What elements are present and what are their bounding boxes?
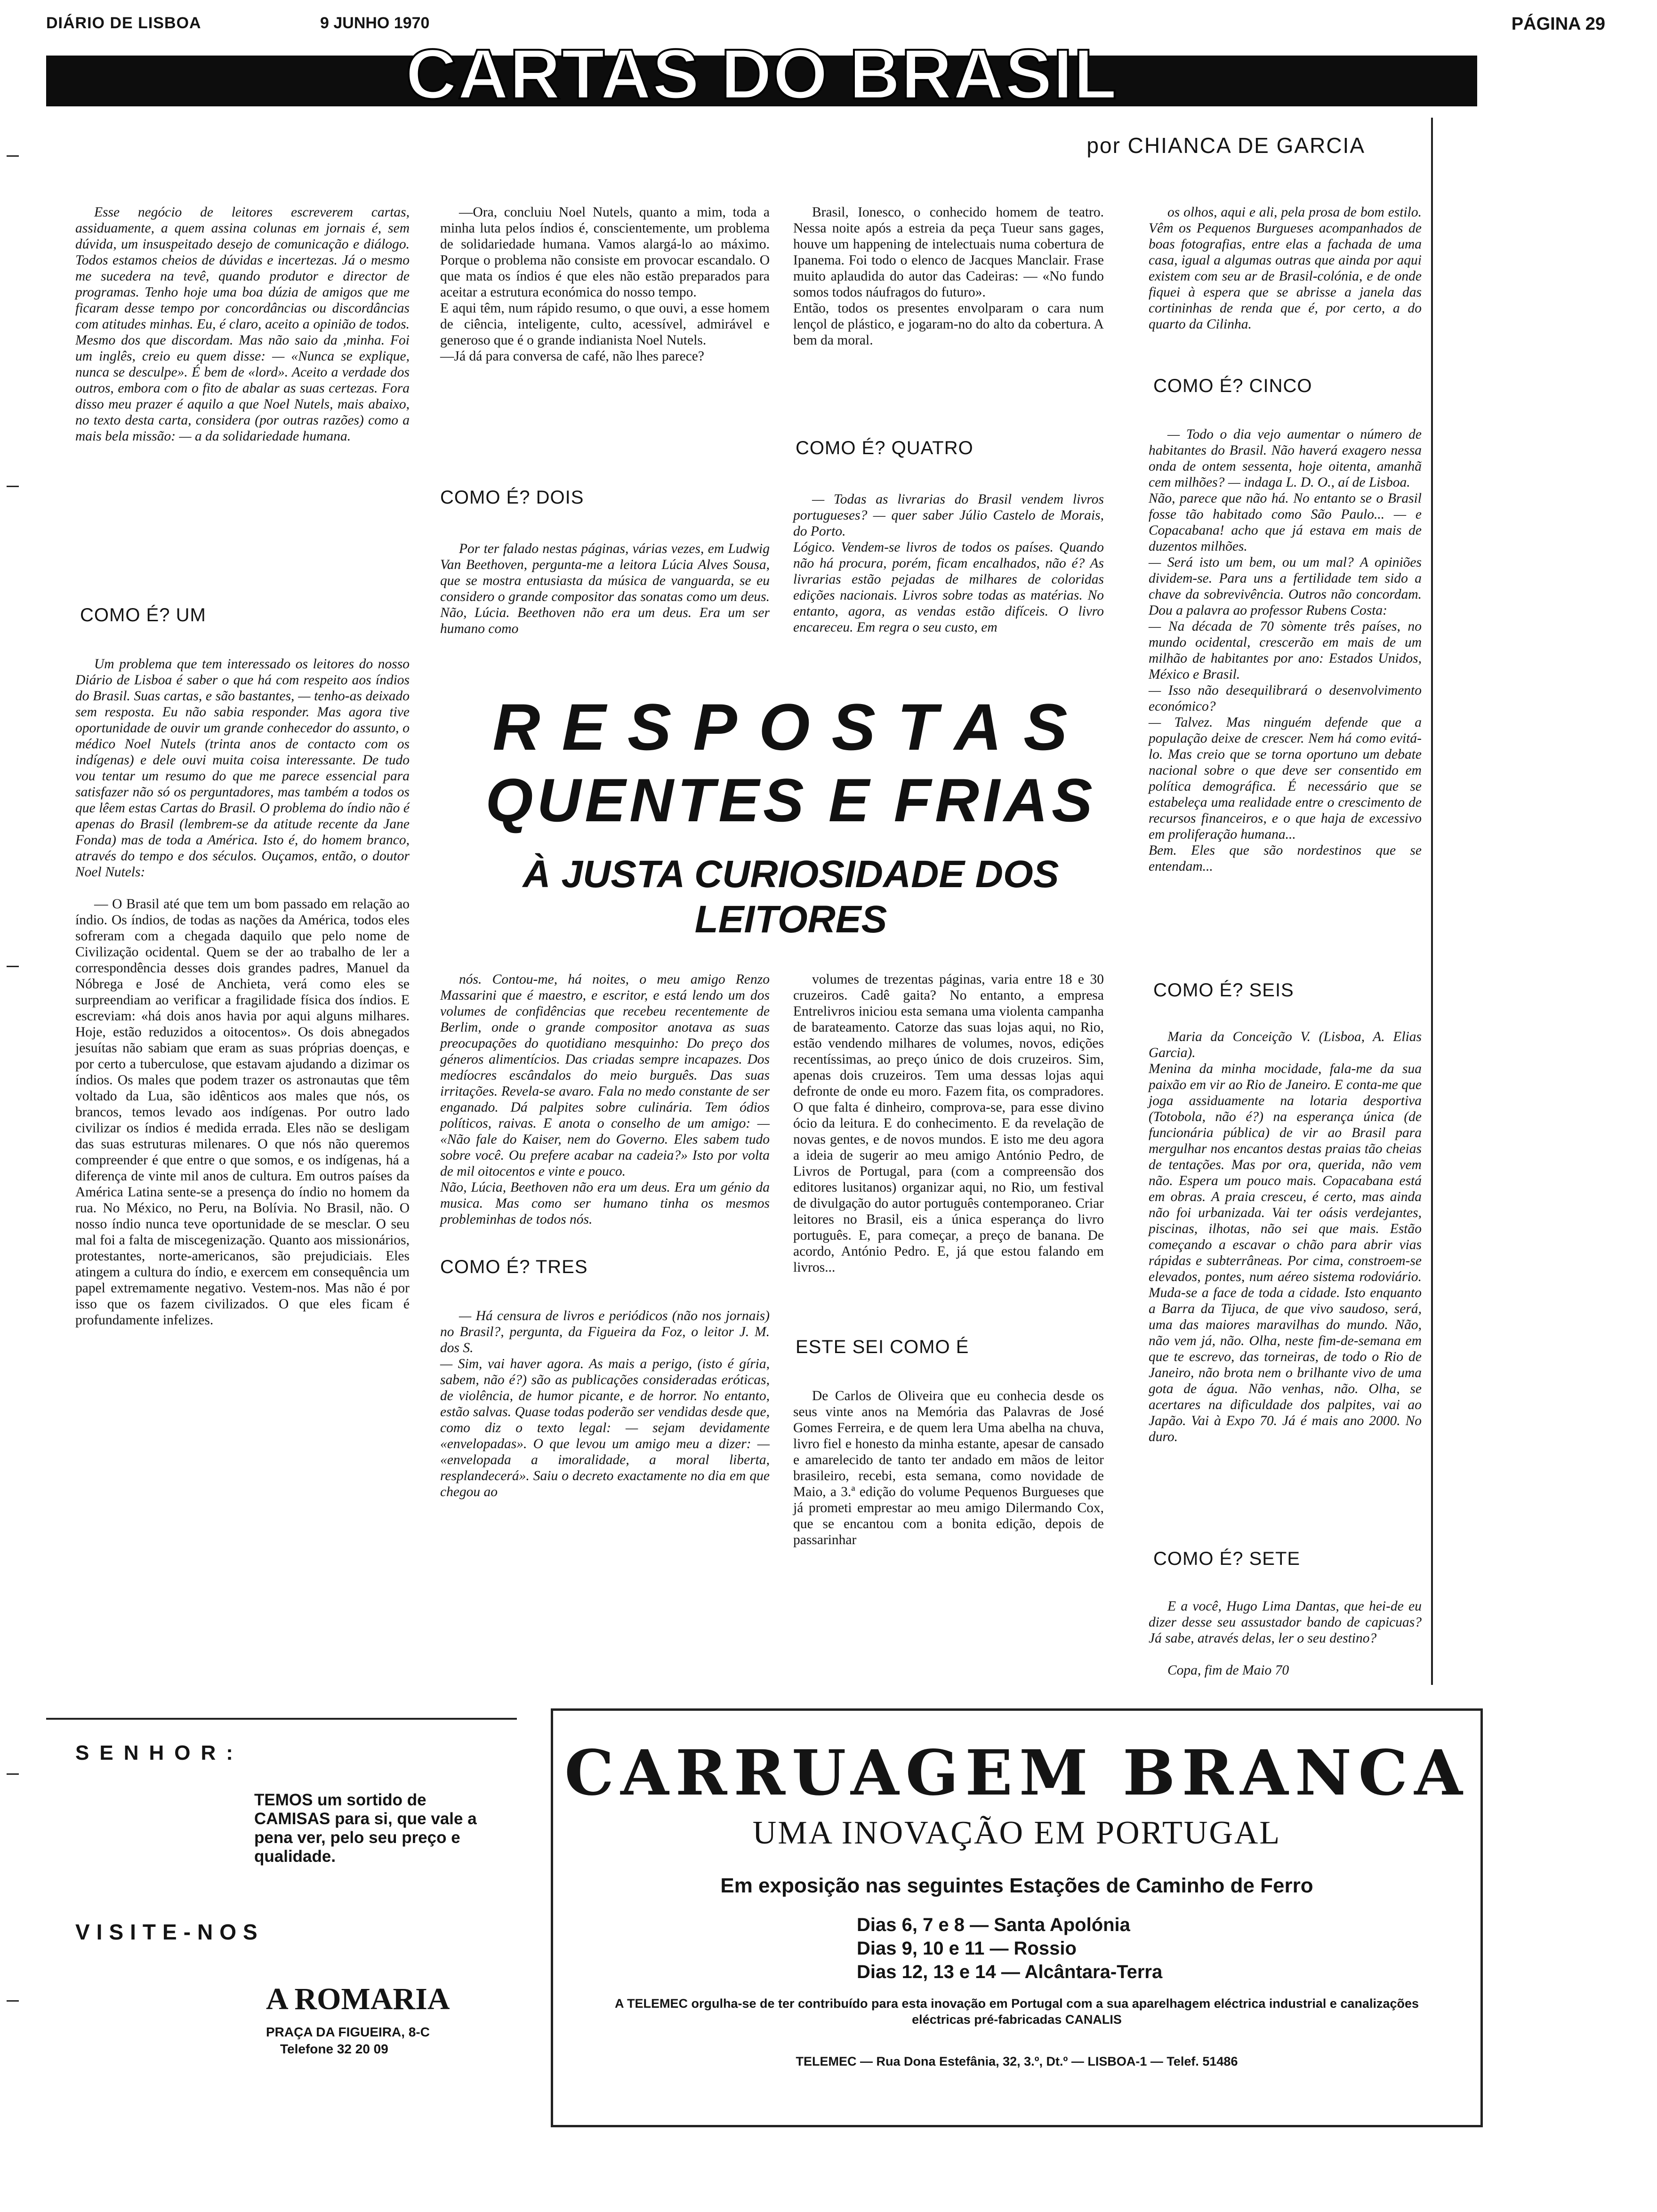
telemec-note: A TELEMEC orgulha-se de ter contribuído para esta inovação em Portugal com a sua aparelhagem eléctrica industrial e canalizações eléctricas pré-fabricadas CANALIS <box>614 1996 1419 2027</box>
ad-camisas-text: TEMOS um sortido de CAMISAS para si, que vale a pena ver, pelo seu preço e qualidade. <box>254 1791 477 1866</box>
section-heading-tres: COMO É? TRES <box>440 1257 588 1277</box>
ad-store-name: A ROMARIA <box>266 1982 450 2016</box>
tres-paragraph: — Há censura de livros e periódicos (não nos jornais) no Brasil?, pergunta, da Figueira da Foz, o leitor J. M. dos S. — Sim, vai haver agora. As mais a perigo, (isto é gíria, sabem, não é?) são as publicações consideradas eróticas, de violência, de humor picante, e de horror. No entanto, estão salvas. Quase todas poderão ser vendidas desde que, como diz o texto legal: — sejam devidamente «envelopadas». O que levou um amigo meu a dizer: — «envelopada a imoralidade, a moral liberta, resplandecerá». Saiu o decreto exactamente no dia em que chegou ao <box>440 1308 770 1499</box>
telemec-address: TELEMEC — Rua Dona Estefânia, 32, 3.º, Dt.º — LISBOA-1 — Telef. 51486 <box>796 2054 1238 2068</box>
carruagem-title: CARRUAGEM BRANCA <box>564 1737 1469 1810</box>
um-paragraph-2: — O Brasil até que tem um bom passado em relação ao índio. Os índios, de todas as nações da América, todos eles sofreram com a chegada daquilo que pelo nome de Civilização ocidental. Quem se der ao trabalho de ler a correspondência desses dois grandes padres, Manuel da Nóbrega e José de Anchieta, verá como eles se surpreendiam ao verificar a fragilidade física dos índios. E escreviam: «há dois anos havia por aqui alguns milhares. Hoje, estão reduzidos a oitocentos». Os dois abnegados jesuítas não sabiam que eram as suas próprias doenças, e por certo a tuberculose, que estavam ajudando a dizimar os índios. Os males que podem trazer os astronautas que têm voltado da Lua, são idênticos aos males que nós, os brancos, temos levado aos indígenas. Por outro lado civilizar os índios é medida errada. Eles não se desligam das suas estruturas milenares. O que nós não queremos compreender é que entre o que somos, e os indígenas, há a diferença de vinte mil anos de cultura. Em outros países da América Latina sente-se a presença do índio no homem da rua. No México, no Peru, na Bolívia. No Brasil, não. O nosso índio nunca teve oportunidade de se mesclar. O seu mal foi a falta de miscegenização. Quanto aos missionários, protestantes, norte-americanos, são prejudiciais. Eles atingem a cultura do índio, e exercem em consequência um papel extremamente negativo. Vestem-nos. Mas não é por isso que os fazem civilizados. O que eles ficam é profundamente infelizes. <box>75 897 410 1328</box>
column-3-lower <box>793 955 1104 1291</box>
lower2-paragraph: nós. Contou-me, há noites, o meu amigo Renzo Massarini que é maestro, e escritor, e está lendo um dos volumes de confidências que recebeu recentemente de Berlim, onde o grande compositor anotava as suas preocupações do quotidiano mesquinho: Do preço dos géneros alimentícios. Das criadas sempre incapazes. Dos medíocres escândalos do meio burguês. Das suas irritações. Revela-se avaro. Fala no medo constante de ser enganado. Dá palpites sobre culinária. Tem ódios políticos, raivas. E anota o conselho de um amigo: — «Não fale do Kaiser, nem do Governo. Eles sabem tudo sobre você. Ou prefere acabar na cadeia?» Isto por volta de mil oitocentos e vinte e pouco. Não, Lúcia, Beethoven não era um deus. Era um génio da musica. Mas como ser humano tinha os mesmos probleminhas de todos nós. <box>440 972 770 1227</box>
column-1-intro <box>75 188 410 460</box>
cinco-paragraph: — Todo o dia vejo aumentar o número de habitantes do Brasil. Não haverá exagero nessa onda de ontem sessenta, hoje oitenta, amanhã cem milhões? — indaga L. D. O., aí de Lisboa. Não, parece que não há. No entanto se o Brasil fosse tão habitado como São Paulo... — e Copacabana! acho que já estava em mais de duzentos milhões. — Será isto um bem, ou um mal? A opiniões dividem-se. Para uns a fertilidade tem sido a chave da sobrevivência. Outros não concordam. Dou a palavra ao professor Rubens Costa: — Na década de 70 sòmente três países, no mundo ocidental, crescerão em mais de um milhão de habitantes por ano: Estados Unidos, México e Brasil. — Isso não desequilibrará o desenvolvimento económico? — Talvez. Mas ninguém defende que a população deixe de crescer. Nem há como evitá-lo. Mas creio que se torna oportuno um debate nacional sobre o que deve ser consentido em política demográfica. É necessário que se estabeleça uma realidade entre o crescimento de recursos financeiros, e o que haja de excessivo em proliferação humana... Bem. Eles que são nordestinos que se entendam... <box>1149 427 1422 874</box>
date-line: Dias 6, 7 e 8 — Santa Apolónia <box>857 1915 1130 1935</box>
column-3-quatro <box>793 475 1104 651</box>
page-title: CARTAS DO BRASIL <box>405 34 1118 113</box>
um-paragraph: Um problema que tem interessado os leitores do nosso Diário de Lisboa é saber o que há com respeito aos índios do Brasil. Suas cartas, e são bastantes, — tenho-as deixado sem resposta. Eu não sabia responder. Mas agora tive oportunidade de ouvir um grande conhecedor do assunto, o médico Noel Nutels (trinta anos de contacto com os indígenas) e dele ouvi muita coisa interessante. De tudo vou tentar um resumo do que me parece essencial para satisfazer não só os perguntadores, mas também a todos os que lêem estas Cartas do Brasil. O problema do índio não é apenas do Brasil (lembrem-se da atitude recente da Jane Fonda) mas de toda a América. Isto é, do homem branco, através do tempo e dos séculos. Ouçamos, então, o doutor Noel Nutels: <box>75 657 410 880</box>
margin-mark <box>7 2000 19 2002</box>
headline-line-2: QUENTES E FRIAS <box>485 766 1096 834</box>
dois-paragraph: Por ter falado nestas páginas, várias vezes, em Ludwig Van Beethoven, pergunta-me a leitora Lúcia Alves Sousa, que se mostra entusiasta da música de vanguarda, se eu considero o grande compositor das sonatas como um deus. Não, Lúcia. Beethoven não era um deus. Era um ser humano como <box>440 541 770 636</box>
column-4-cinco <box>1149 410 1422 890</box>
carruagem-exposicao: Em exposição nas seguintes Estações de Caminho de Ferro <box>720 1874 1313 1897</box>
column-2-tres <box>440 1292 770 1516</box>
byline: por CHIANCA DE GARCIA <box>1086 133 1365 158</box>
column-2-top <box>440 188 770 380</box>
margin-mark <box>7 966 19 967</box>
seis-paragraph: Maria da Conceição V. (Lisboa, A. Elias Garcia). Menina da minha mocidade, fala-me da sua paixão em vir ao Rio de Janeiro. E conta-me que joga assiduamente na lotaria desportiva (Totobola, não é?) na esperança única (de funcionária pública) de vir ao Brasil para mergulhar nos encantos destas praias tão cheias de tentações. Mas por ora, querida, não vem não. Espera um pouco mais. Copacabana está em obras. A praia cresceu, é certo, mas ainda não foi urbanizada. Vai ter oásis verdejantes, piscinas, ilhotas, não sei que mais. Estão começando a escavar o chão para abrir vias rápidas e subterrâneas. Por cima, constroem-se elevados, pontes, num aéreo sistema rodoviário. Muda-se a face de toda a cidade. Isto enquanto a Barra da Tijuca, de que vivo saudoso, será, uma das maiores maravilhas do mundo. Não, não vem já, não. Olha, neste fim-de-semana em que te escrevo, das torneiras, de todo o Rio de Janeiro, não brota nem o brilhante vivo de uma gota de água. Não venhas, não. Olha, se acertares na dificuldade dos palpites, vai ao Japão. Vai à Expo 70. Já é mais ano 2000. No duro. <box>1149 1029 1422 1444</box>
carruagem-subtitle: UMA INOVAÇÃO EM PORTUGAL <box>752 1815 1281 1851</box>
col2-paragraph: —Ora, concluiu Noel Nutels, quanto a mim, toda a minha luta pelos índios é, conscientemente, um problema de solidariedade humana. Vamos alargá-lo ao máximo. Porque o problema não consiste em provocar escandalo. O que mata os índios é que eles não estão preparados para aceitar a estrutura económica do nosso tempo. E aqui têm, num rápido resumo, o que ouvi, a esse homem de ciência, inteligente, culto, acessível, admirável e generoso que é o grande indianista Noel Nutels. —Já dá para conversa de café, não lhes parece? <box>440 205 770 364</box>
lower3-paragraph: volumes de trezentas páginas, varia entre 18 e 30 cruzeiros. Cadê gaita? No entanto, a empresa Entrelivros iniciou esta semana uma violenta campanha de barateamento. Catorze das suas lojas aqui, no Rio, estão vendendo milhares de volumes, novos, edições recentíssimas, ao preço único de dois cruzeiros. Sim, apenas dois cruzeiros. Tem uma dessas lojas aqui defronte de onde eu moro. Fazem fita, os compradores. O que falta é dinheiro, comprova-se, para esse divino ócio da leitura. E do conhecimento. E da revelação de novas gentes, e de novos mundos. E isto me deu agora a ideia de sugerir ao meu amigo António Pedro, de Livros de Portugal, para (com a compreensão dos editores lusitanos) organizar aqui, no Rio, um festival de divulgação do autor português contemporaneo. Criar leitores no Brasil, eis a única esperança do livro português. E, para começar, a preço de banana. De acordo, António Pedro. E, já que estou falando em livros... <box>793 972 1104 1275</box>
este-paragraph: De Carlos de Oliveira que eu conhecia desde os seus vinte anos na Memória das Palavras de José Gomes Ferreira, e de quem lera Uma abelha na chuva, livro fiel e honesto da minha estante, apesar de cansado e amarelecido de tanto ter andado em mãos de leitor brasileiro, recebi, esta semana, como novidade de Maio, a 3.ª edição do volume Pequenos Burgueses que já prometi emprestar ao meu amigo Dilermando Cox, que se encantou com a bonita edição, depois de passarinhar <box>793 1388 1104 1547</box>
section-heading-dois: COMO É? DOIS <box>440 487 584 508</box>
ad-visite-nos: VISITE-NOS <box>75 1920 264 1944</box>
ad-store-address <box>266 2024 430 2058</box>
margin-mark <box>7 486 19 487</box>
column-2-dois <box>440 525 770 653</box>
column-frame-rule <box>1431 118 1433 1685</box>
sete-paragraph: E a você, Hugo Lima Dantas, que hei-de eu dizer desse seu assustador bando de capicuas? Já sabe, através delas, ler o seu destino? <box>1149 1599 1422 1646</box>
carruagem-dates <box>857 1913 1162 1984</box>
section-heading-quatro: COMO É? QUATRO <box>796 438 973 458</box>
headline-line-1: RESPOSTAS <box>492 690 1089 764</box>
signature-line: Copa, fim de Maio 70 <box>1167 1663 1289 1678</box>
section-heading-este: ESTE SEI COMO É <box>796 1337 969 1357</box>
headline-line-3: À JUSTA CURIOSIDADE DOS LEITORES <box>523 853 1059 941</box>
column-2-lower <box>440 955 770 1243</box>
newspaper-name: DIÁRIO DE LISBOA <box>46 14 201 32</box>
column-4-top <box>1149 188 1422 348</box>
quatro-paragraph: — Todas as livrarias do Brasil vendem livros portugueses? — quer saber Júlio Castelo de Morais, do Porto. Lógico. Vendem-se livros de todos os países. Quando não há procura, porém, ficam encalhados, não é? As livrarias estão pejadas de milhares de coloridas edições nacionais. Livros sobre todas as matérias. No entanto, agora, as vendas estão difíceis. O livro encareceu. Em regra o seu custo, em <box>793 492 1104 635</box>
page-number: PÁGINA 29 <box>1511 14 1605 34</box>
date-line: Dias 12, 13 e 14 — Alcântara-Terra <box>857 1962 1163 1982</box>
ad-phone-line: Telefone 32 20 09 <box>280 2042 388 2056</box>
column-3-este <box>793 1372 1104 1564</box>
section-heading-cinco: COMO É? CINCO <box>1153 376 1312 396</box>
column-3-top <box>793 188 1104 364</box>
intro-paragraph: Esse negócio de leitores escreverem cartas, assiduamente, a quem assina colunas em jornais é, sem dúvida, um insuspeitado desejo de comunicação e diálogo. Todos estamos cheios de dúvidas e incertezas. Já o mesmo me sucedera na tevê, quando produtor e director de programas. Tenho hoje uma boa dúzia de amigos que me ficaram desse tempo por concordâncias ou discordâncias com atitudes minhas. Eu, é claro, aceito a opinião de todos. Mesmo dos que discordam. Mas não saio da ,minha. Foi um inglês, creio eu quem disse: — «Nunca se explique, nunca se desculpe». É bem de «lord». Aceito a verdade dos outros, embora com o fito de abalar as suas certezas. Fora disso meu prazer é aquilo a que Noel Nutels, mais abaixo, no texto desta carta, considera (por outras razões) como a mais bela missão: — a da solidariedade humana. <box>75 205 410 444</box>
col4-paragraph: os olhos, aqui e ali, pela prosa de bom estilo. Vêm os Pequenos Burgueses acompanhados de boas fotografias, entre elas a fachada de uma casa, igual a algumas outras que ainda por aqui existem com seu ar de Brasil-colónia, e de onde fiquei à espera que se abrisse a janela das cortininhas de renda que é, por certo, a do quarto da Cilinha. <box>1149 205 1422 332</box>
ad-senhor: SENHOR: <box>75 1741 243 1764</box>
col3-paragraph: Brasil, Ionesco, o conhecido homem de teatro. Nessa noite após a estreia da peça Tueur sans gages, houve um happening de intelectuais numa cobertura de Ipanema. Foi todo o elenco de Jacques Manclair. Frase muito aplaudida do autor das Cadeiras: — «No fundo somos todos náufragos do futuro». Então, todos os presentes envolparam o cara num lençol de plástico, e jogaram-no do alto da cobertura. A bem da moral. <box>793 205 1104 348</box>
column-4-seis <box>1149 1013 1422 1461</box>
margin-mark <box>7 155 19 157</box>
column-4-sete <box>1149 1582 1422 1694</box>
margin-mark <box>7 1773 19 1775</box>
date-line: Dias 9, 10 e 11 — Rossio <box>857 1938 1077 1959</box>
column-1-um <box>75 640 410 1344</box>
section-heading-sete: COMO É? SETE <box>1153 1548 1301 1569</box>
section-heading-um: COMO É? UM <box>80 605 206 625</box>
ad-address-line: PRAÇA DA FIGUEIRA, 8-C <box>266 2025 430 2039</box>
section-heading-seis: COMO É? SEIS <box>1153 980 1294 1001</box>
issue-date: 9 JUNHO 1970 <box>320 14 430 32</box>
